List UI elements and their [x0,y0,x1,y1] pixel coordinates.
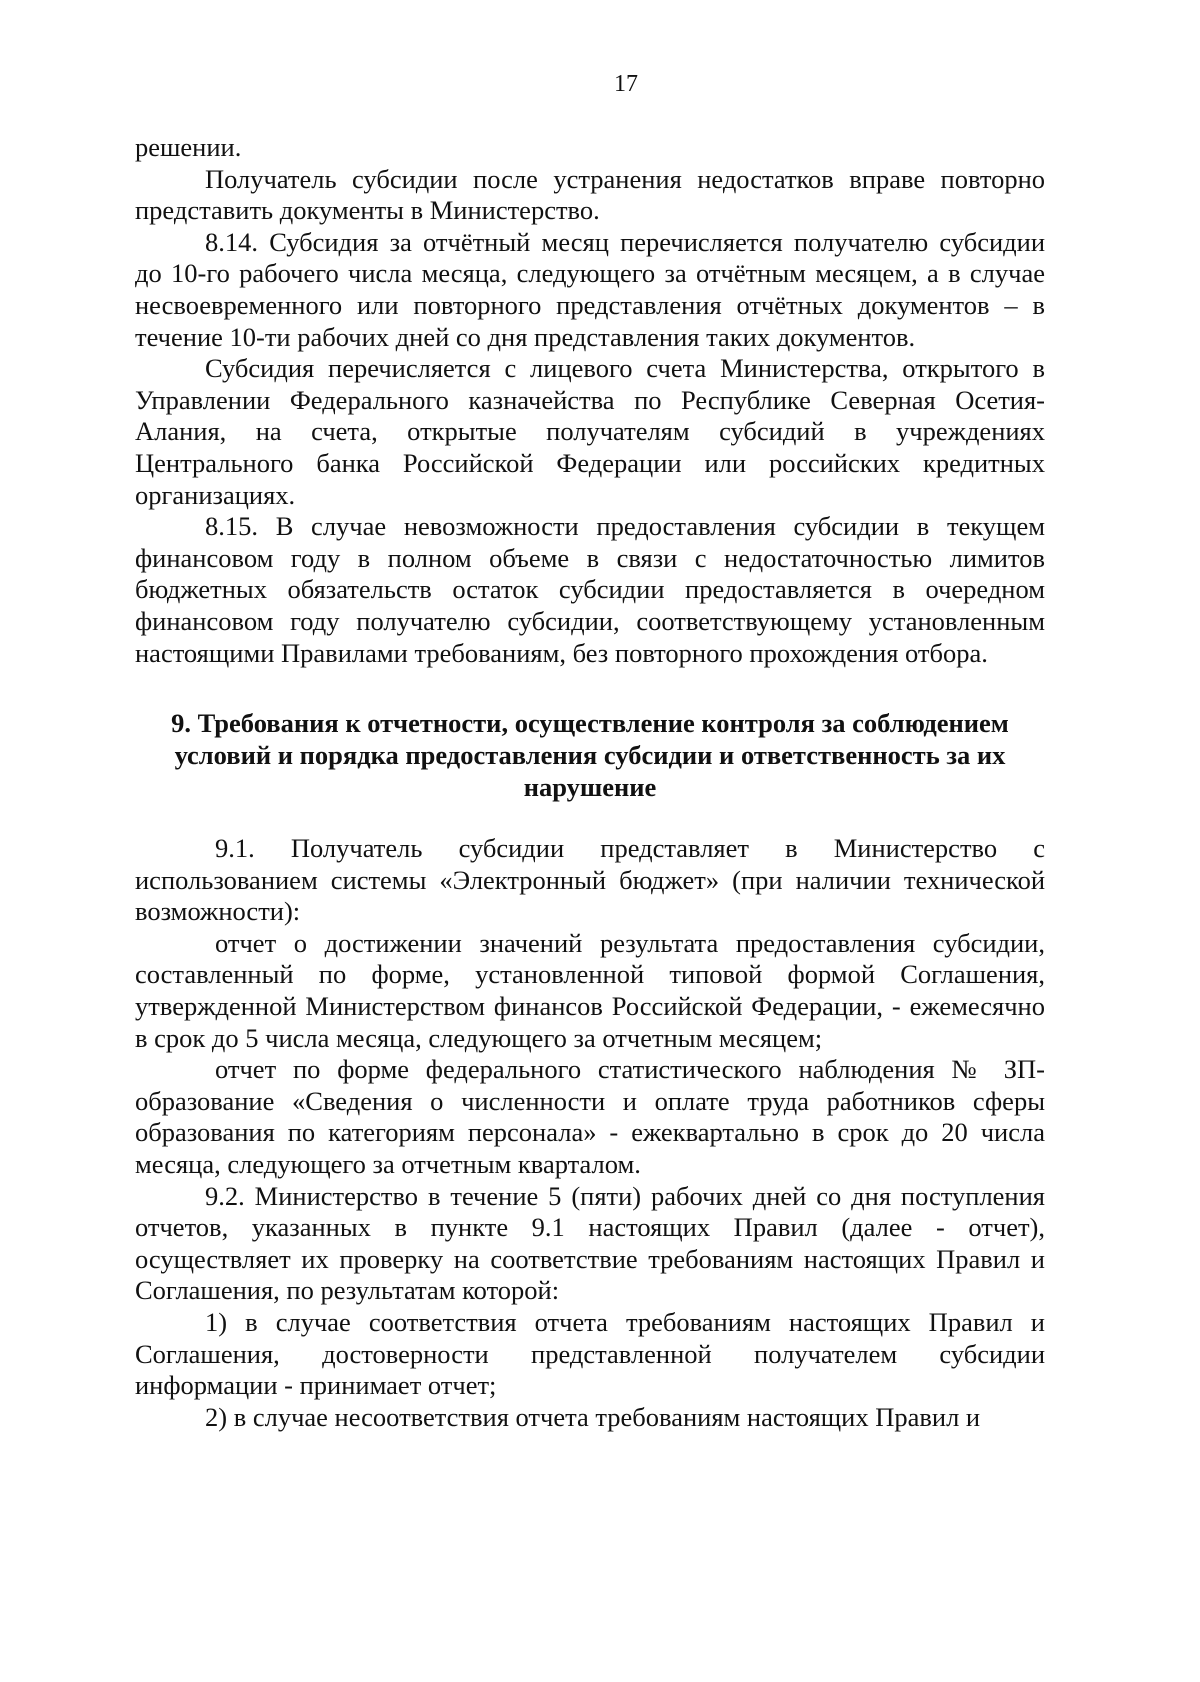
paragraph: 2) в случае несоответствия отчета требованиям настоящих Правил и [205,1401,981,1432]
paragraph: 9.2. Министерство в течение 5 (пяти) рабочих дней со дня поступления отчетов, указанных в пункте 9.1 настоящих Правил (далее - отчет), осуществляет их проверку на соответствие требованиям настоящих Правил и Соглашения, по результатам которой: [135,1180,1045,1306]
paragraph: 8.15. В случае невозможности предоставления субсидии в текущем финансовом году в полном объеме в связи с недостаточностью лимитов бюджетных обязательств остаток субсидии предоставляется в очередном финансовом году получателю субсидии, соответствующему установленным настоящими Правилами требованиям, без повторного прохождения отбора. [135,511,1045,668]
paragraph: Получатель субсидии после устранения недостатков вправе повторно представить документы в Министерство. [135,163,1045,226]
paragraph: отчет о достижении значений результата предоставления субсидии, составленный по форме, установленной типовой формой Соглашения, утвержденной Министерством финансов Российской Федерации, - ежемесячно в срок до 5 числа месяца, следующего за отчетным месяцем; [135,927,1045,1053]
paragraph: решении. [135,132,242,162]
section-heading: 9. Требования к отчетности, осуществление контроля за соблюдением условий и порядка предоставления субсидии и ответственность за их нарушение [171,708,1009,803]
paragraph: 8.14. Субсидия за отчётный месяц перечисляется получателю субсидии до 10-го рабочего числа месяца, следующего за отчётным месяцем, а в случае несвоевременного или повторного представления отчётных документов – в течение 10-ти рабочих дней со дня представления таких документов. [135,226,1045,352]
paragraph: Субсидия перечисляется с лицевого счета Министерства, открытого в Управлении Федерального казначейства по Республике Северная Осетия-Алания, на счета, открытые получателям субсидий в учреждениях Центрального банка Российской Федерации или российских кредитных организациях. [135,353,1045,510]
page-number: 17 [614,71,638,97]
paragraph: 9.1. Получатель субсидии представляет в Министерство с использованием системы «Электронный бюджет» (при наличии технической возможности): [135,833,1045,927]
paragraph: отчет по форме федерального статистического наблюдения № ЗП-образование «Сведения о численности и оплате труда работников сферы образования по категориям персонала» - ежеквартально в срок до 20 числа месяца, следующего за отчетным кварталом. [135,1054,1045,1180]
paragraph: 1) в случае соответствия отчета требованиям настоящих Правил и Соглашения, достоверности представленной получателем субсидии информации - принимает отчет; [135,1307,1045,1401]
document-body [135,132,1045,1433]
